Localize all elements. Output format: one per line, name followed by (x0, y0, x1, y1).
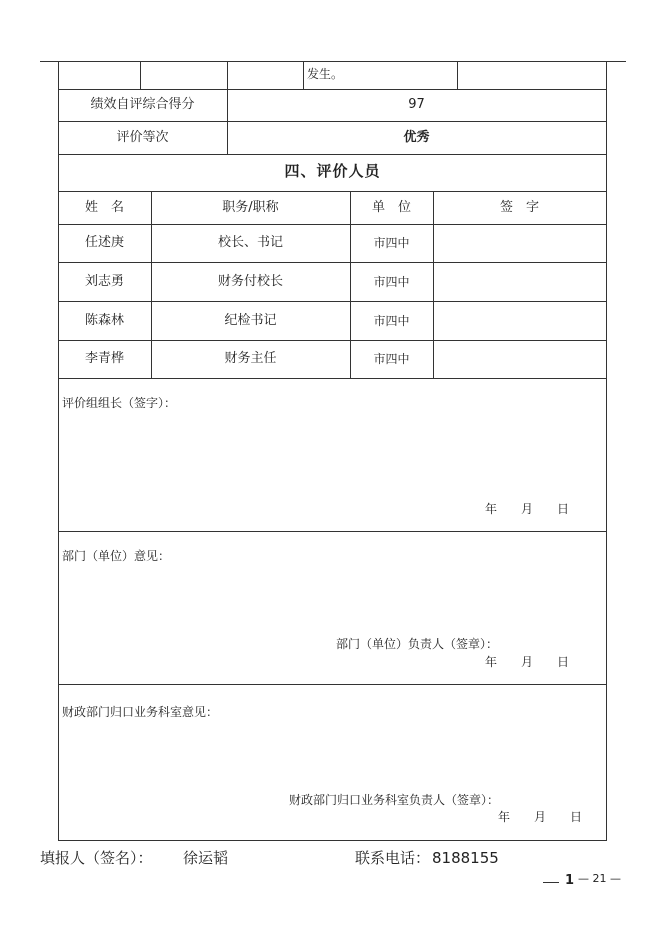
table-row-position: 财务主任 (224, 351, 277, 366)
grid-line (58, 89, 607, 90)
phone-number: 8188155 (432, 849, 499, 867)
page-number: 1 (565, 873, 575, 888)
section-title: 四、评价人员 (284, 162, 381, 180)
filler-name: 徐运韬 (183, 849, 229, 867)
grid-line (58, 224, 607, 225)
grid-line (58, 684, 607, 685)
finance-label: 财政部门归口业务科室意见： (62, 705, 219, 719)
header-unit: 单 位 (371, 200, 411, 215)
score-label: 绩效自评综合得分 (90, 97, 195, 112)
table-row-position: 纪检书记 (224, 313, 277, 328)
table-row-position: 校长、书记 (217, 235, 283, 250)
grid-line (58, 301, 607, 302)
table-row-unit: 市四中 (373, 275, 410, 289)
page-total: — 21 — (578, 872, 621, 885)
header-position: 职务/职称 (222, 200, 279, 215)
page-top-rule (40, 61, 626, 62)
grid-line (58, 340, 607, 341)
filler-label: 填报人（签名）： (40, 849, 153, 867)
grid-line (58, 262, 607, 263)
table-row-name: 任述庚 (84, 235, 124, 250)
table-row-unit: 市四中 (373, 236, 410, 250)
grid-line (303, 61, 304, 89)
table-row-name: 陈森林 (84, 313, 124, 328)
grid-line (433, 191, 434, 379)
grid-line (58, 154, 607, 155)
phone-label: 联系电话： (355, 849, 431, 867)
top-row-text: 发生。 (307, 67, 344, 81)
finance-signer: 财政部门归口业务科室负责人（签章）： (289, 793, 500, 807)
table-row-unit: 市四中 (373, 352, 410, 366)
score-value: 97 (408, 97, 425, 112)
grid-line (58, 378, 607, 379)
leader-label: 评价组组长（签字）： (62, 396, 177, 410)
grid-line (58, 531, 607, 532)
leader-date: 年 月 日 (485, 502, 570, 516)
table-row-unit: 市四中 (373, 314, 410, 328)
table-row-position: 财务付校长 (217, 274, 283, 289)
grid-line (140, 61, 141, 89)
header-signature: 签 字 (499, 200, 539, 215)
grade-value: 优秀 (403, 130, 430, 145)
page-number-dash (543, 882, 559, 883)
table-row-name: 刘志勇 (84, 274, 124, 289)
department-signer: 部门（单位）负责人（签章）： (336, 637, 499, 651)
grade-label: 评价等次 (116, 130, 169, 145)
grid-line (58, 191, 607, 192)
finance-date: 年 月 日 (498, 810, 583, 824)
grid-line (457, 61, 458, 89)
department-label: 部门（单位）意见： (62, 549, 171, 563)
department-date: 年 月 日 (485, 655, 570, 669)
grid-line (58, 121, 607, 122)
table-row-name: 李青桦 (84, 351, 124, 366)
table-bottom-border (58, 840, 607, 841)
header-name: 姓 名 (84, 200, 124, 215)
